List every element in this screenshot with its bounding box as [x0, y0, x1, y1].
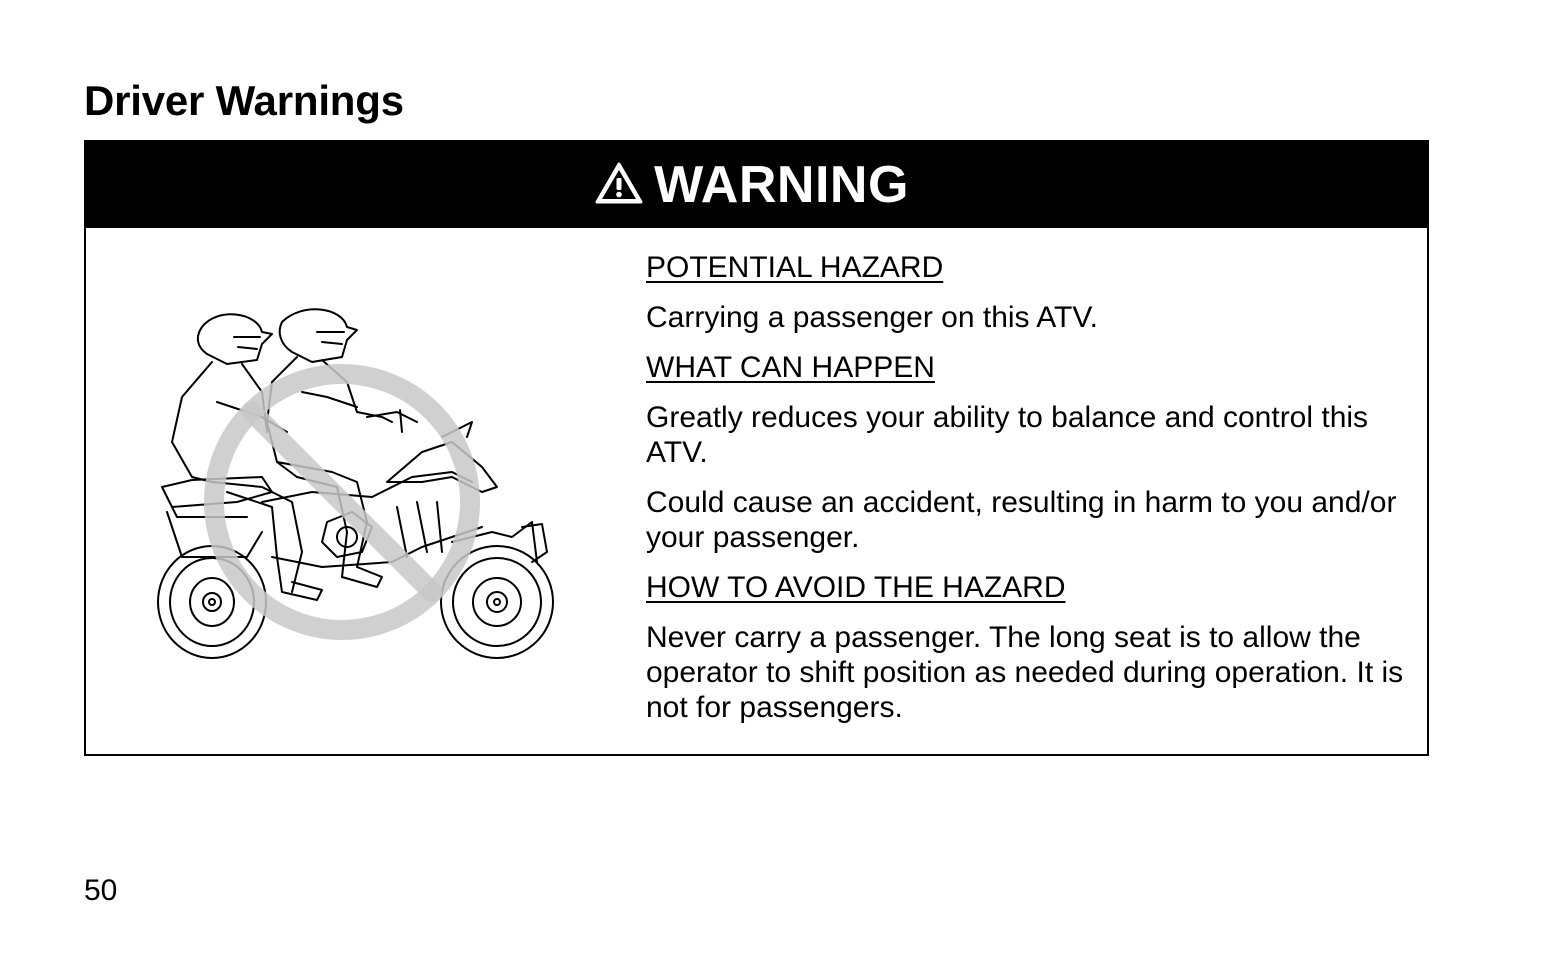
page-number: 50 [84, 874, 118, 907]
hazard-text: Carrying a passenger on this ATV. [646, 301, 1098, 334]
warning-header-label: WARNING [654, 156, 909, 214]
page-title: Driver Warnings [84, 77, 404, 124]
warning-content [646, 250, 1416, 740]
avoid-heading: HOW TO AVOID THE HAZARD [646, 571, 1066, 604]
warning-box [84, 140, 1429, 756]
happen-text-1: Greatly reduces your ability to balance and control this ATV. [646, 401, 1369, 469]
happen-heading: WHAT CAN HAPPEN [646, 351, 935, 384]
hazard-heading: POTENTIAL HAZARD [646, 251, 944, 284]
avoid-text: Never carry a passenger. The long seat is to allow the operator to shift position as needed during operation. It is not for passengers. [646, 621, 1404, 724]
warning-triangle-icon [594, 161, 644, 210]
no-passenger-atv-icon [152, 302, 562, 672]
warning-header [86, 142, 1427, 228]
happen-text-2: Could cause an accident, resulting in harm to you and/or your passenger. [646, 486, 1397, 554]
